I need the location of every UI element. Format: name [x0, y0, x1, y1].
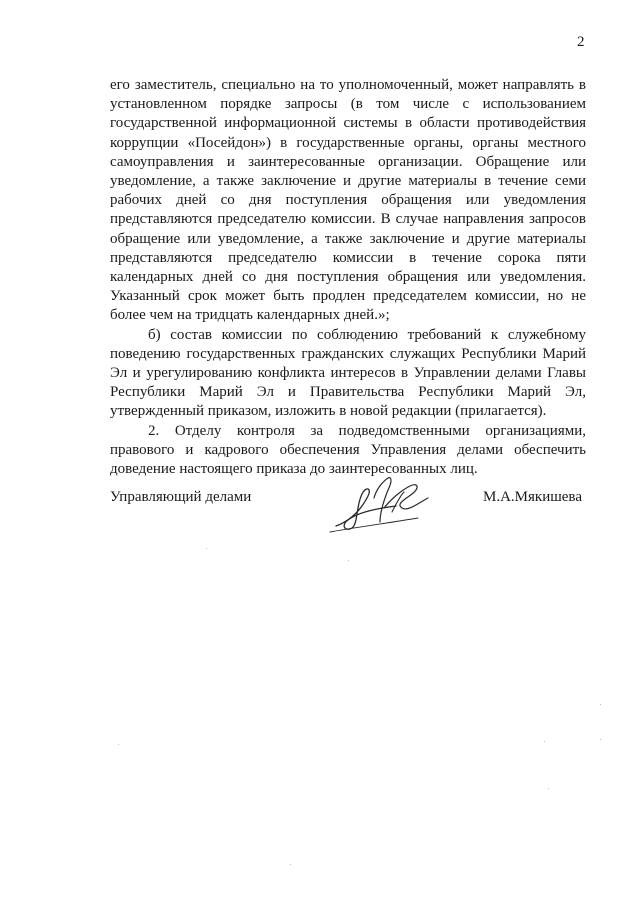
- paragraph-continuation: его заместитель, специально на то уполномоченный, может направлять в установленном порядке запросы (в том числе с использованием государственной информационной системы в области противодействия коррупции «Посейдон») в государственные органы, органы местного самоуправления и заинтересованные организации. Обращение или уведомление, а также заключение и другие материалы в течение семи рабочих дней со дня поступления обращения или уведомления представляются председателю комиссии. В случае направления запросов обращение или уведомление, а также заключение и другие материалы представляются председателю комиссии в течение сорока пяти календарных дней со дня поступления обращения или уведомления. Указанный срок может быть продлен председателем комиссии, но не более чем на тридцать календарных дней.»;: [110, 77, 586, 324]
- scan-speck: [118, 744, 119, 745]
- scan-speck: [544, 741, 545, 742]
- document-body: [110, 76, 586, 479]
- scan-speck: [206, 548, 207, 549]
- handwritten-signature: [322, 468, 442, 538]
- scan-speck: [600, 704, 601, 705]
- paragraph-item-b: б) состав комиссии по соблюдению требований к служебному поведению государственных гражданских служащих Республики Марий Эл и урегулированию конфликта интересов в Управлении делами Главы Республики Марий Эл и Правительства Республики Марий Эл, утвержденный приказом, изложить в новой редакции (прилагается).: [110, 326, 586, 420]
- paragraph-item-2: 2. Отделу контроля за подведомственными организациями, правового и кадрового обеспечения Управления делами обеспечить доведение настоящего приказа до заинтересованных лиц.: [110, 422, 586, 478]
- scan-speck: [600, 739, 601, 740]
- signatory-title: Управляющий делами: [110, 489, 252, 505]
- signatory-name: М.А.Мякишева: [483, 489, 582, 505]
- scan-speck: [290, 864, 291, 865]
- scan-speck: [348, 560, 349, 561]
- scan-speck: [548, 788, 549, 789]
- page-number: 2: [577, 34, 585, 50]
